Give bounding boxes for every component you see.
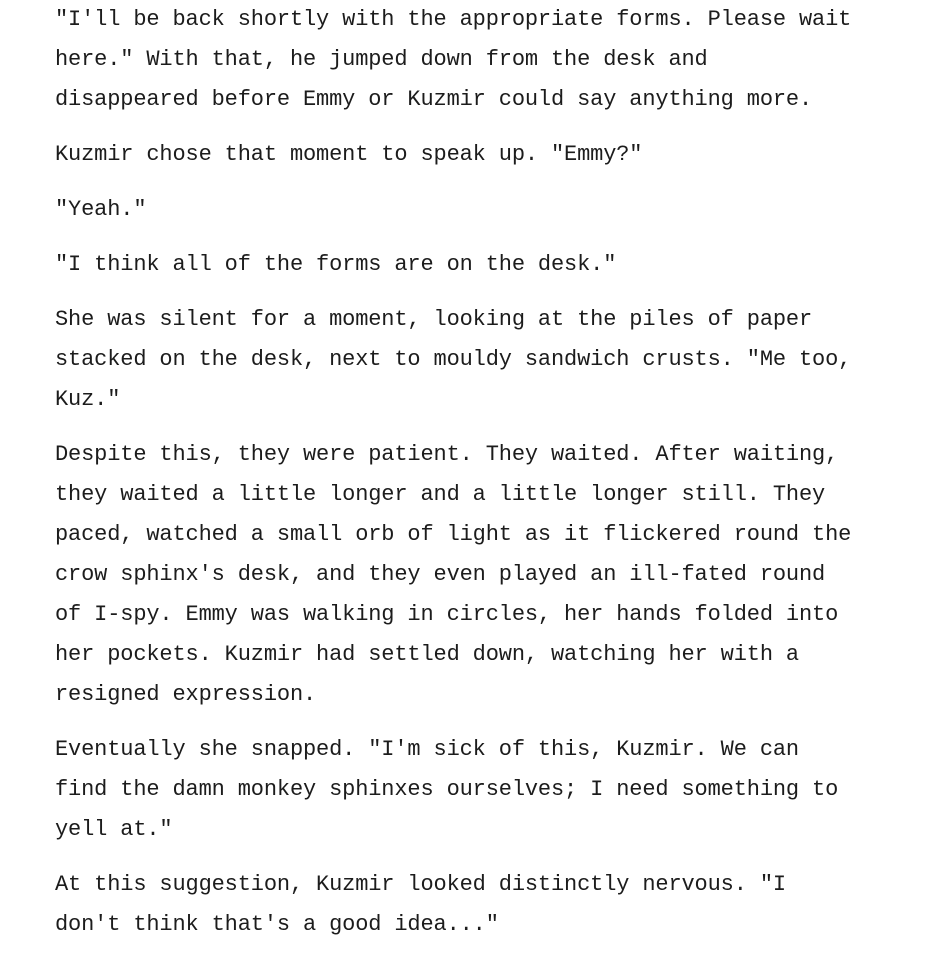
paragraph-6 [55,435,915,715]
text-line: crow sphinx's desk, and they even played an ill-fated round [55,562,826,587]
text-line: Kuz." [55,387,121,412]
paragraph-5 [55,300,915,420]
document-page [55,0,915,960]
text-line: Eventually she snapped. "I'm sick of this, Kuzmir. We can [55,737,799,762]
text-line: stacked on the desk, next to mouldy sandwich crusts. "Me too, [55,347,852,372]
paragraph-7 [55,730,915,850]
paragraph-3 [55,190,915,230]
text-line: She was silent for a moment, looking at the piles of paper [55,307,813,332]
text-line: resigned expression. [55,682,317,707]
text-line: of I-spy. Emmy was walking in circles, her hands folded into [55,602,839,627]
text-line: "Yeah." [55,197,147,222]
text-line: her pockets. Kuzmir had settled down, watching her with a [55,642,799,667]
text-line: paced, watched a small orb of light as it flickered round the [55,522,852,547]
text-line: find the damn monkey sphinxes ourselves; I need something to [55,777,839,802]
paragraph-2 [55,135,915,175]
text-line: here." With that, he jumped down from the desk and [55,47,708,72]
text-line: don't think that's a good idea..." [55,912,499,937]
text-line: Kuzmir chose that moment to speak up. "Emmy?" [55,142,643,167]
text-line: yell at." [55,817,173,842]
paragraph-8 [55,865,915,945]
text-line: they waited a little longer and a little longer still. They [55,482,826,507]
text-line: "I'll be back shortly with the appropriate forms. Please wait [55,7,852,32]
text-line: Despite this, they were patient. They waited. After waiting, [55,442,839,467]
paragraph-1 [55,0,915,120]
paragraph-4 [55,245,915,285]
text-line: At this suggestion, Kuzmir looked distinctly nervous. "I [55,872,786,897]
text-line: "I think all of the forms are on the desk." [55,252,617,277]
text-line: disappeared before Emmy or Kuzmir could say anything more. [55,87,813,112]
